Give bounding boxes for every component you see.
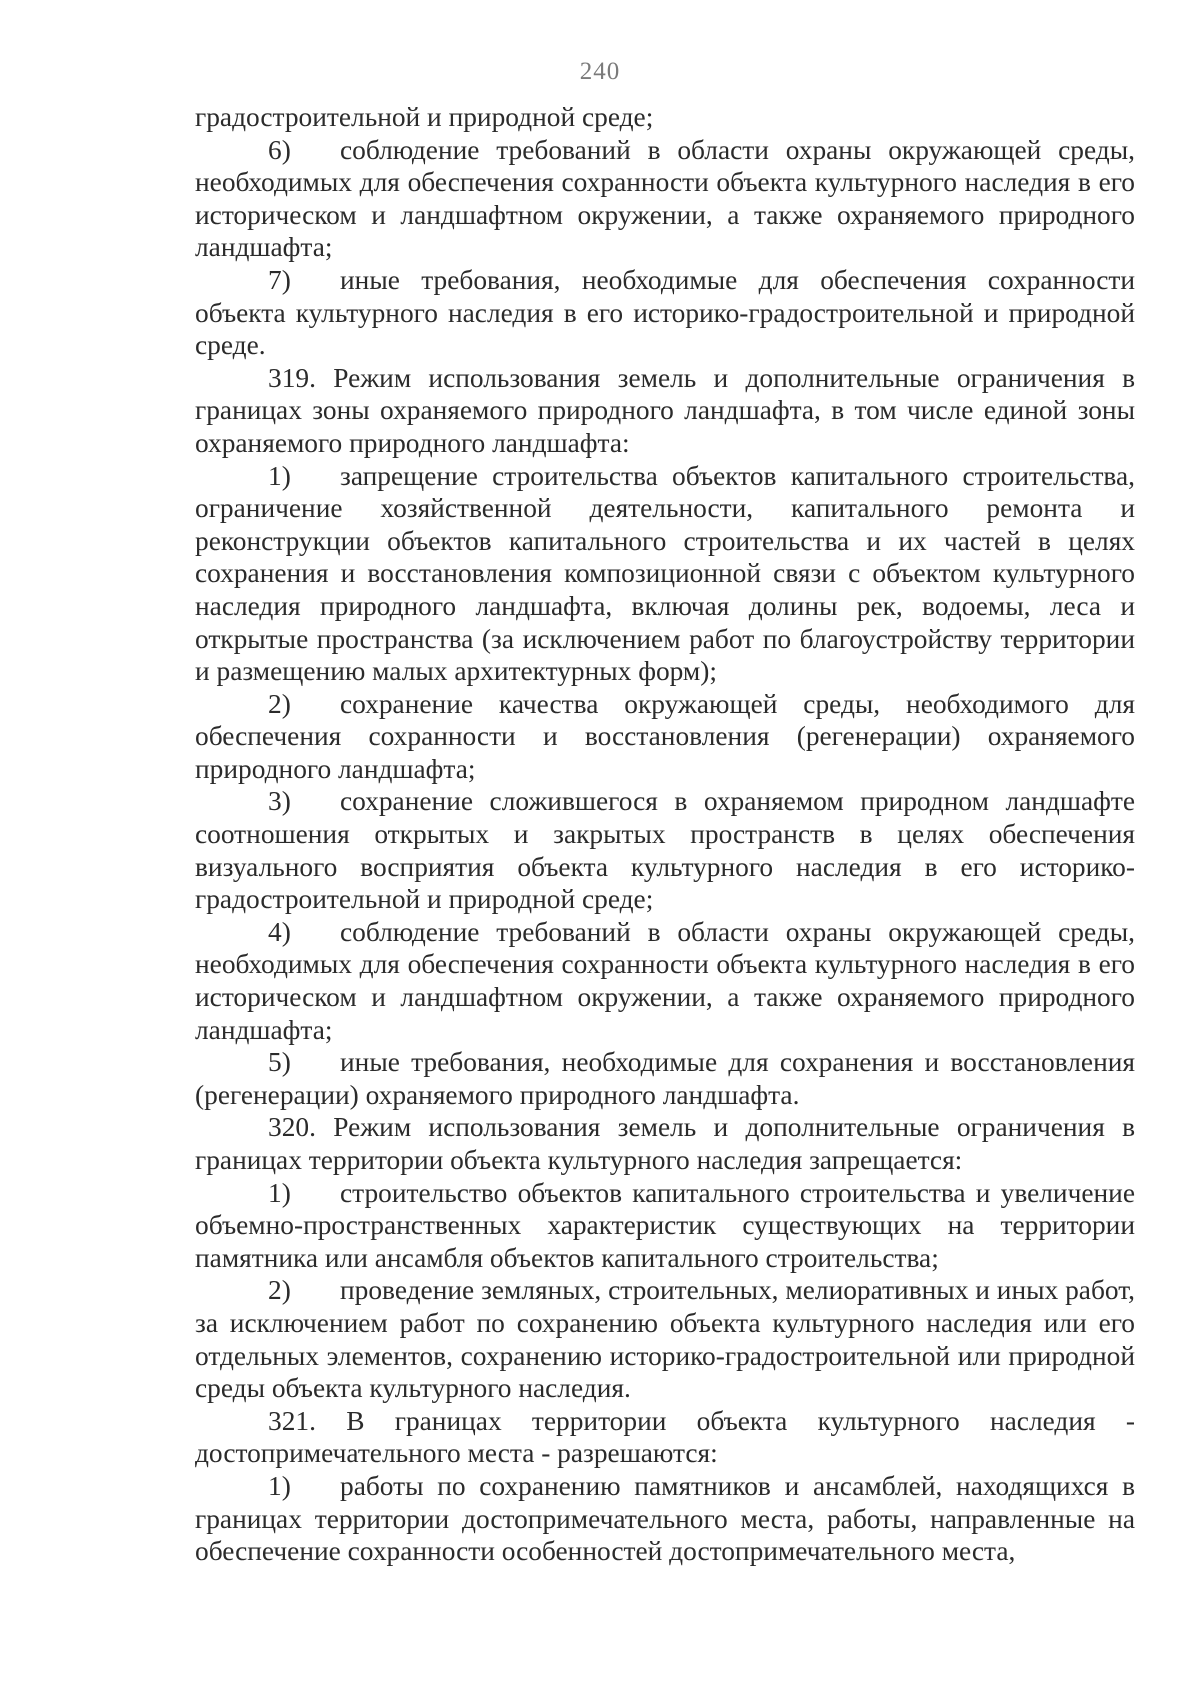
list-item-text: работы по сохранению памятников и ансамблей, находящихся в границах территории достопримечательного места, работы, направленные на обеспечение сохранности особенностей достопримечательного места,	[195, 1470, 1135, 1567]
paragraph-text: 319. Режим использования земель и дополнительные ограничения в границах зоны охраняемого природного ландшафта, в том числе единой зоны охраняемого природного ландшафта:	[195, 362, 1135, 458]
paragraph-text: градостроительной и природной среде;	[195, 102, 654, 132]
paragraph-text: 321. В границах территории объекта культурного наследия - достопримечательного места - разрешаются:	[195, 1405, 1135, 1469]
list-item	[195, 1470, 1135, 1568]
list-item	[195, 460, 1135, 688]
section-paragraph	[195, 1405, 1135, 1470]
paragraph-continuation	[195, 101, 1135, 134]
list-item-number: 2)	[268, 1275, 291, 1306]
list-item-text: сохранение качества окружающей среды, необходимого для обеспечения сохранности и восстановления (регенерации) охраняемого природного ландшафта;	[195, 688, 1135, 784]
list-item-number: 3)	[268, 786, 291, 817]
list-item-number: 7)	[268, 264, 291, 295]
list-item	[195, 1274, 1135, 1404]
paragraph-text: 320. Режим использования земель и дополнительные ограничения в границах территории объекта культурного наследия запрещается:	[195, 1112, 1135, 1175]
document-body	[195, 101, 1135, 1568]
list-item	[195, 688, 1135, 786]
list-item-text: проведение земляных, строительных, мелиоративных и иных работ, за исключением работ по сохранению объекта культурного наследия или его отдельных элементов, сохранению историко-градостроительной или природной среды объекта культурного наследия.	[195, 1275, 1135, 1404]
list-item-number: 1)	[268, 1470, 291, 1501]
section-paragraph	[195, 362, 1135, 460]
list-item-number: 5)	[268, 1047, 291, 1078]
list-item	[195, 916, 1135, 1046]
list-item	[195, 134, 1135, 264]
list-item-text: запрещение строительства объектов капитального строительства, ограничение хозяйственной деятельности, капитального ремонта и реконструкции объектов капитального строительства и их частей в целях сохранения и восстановления композиционной связи с объектом культурного наследия природного ландшафта, включая долины рек, водоемы, леса и открытые пространства (за исключением работ по благоустройству территории и размещению малых архитектурных форм);	[195, 460, 1135, 687]
list-item-number: 2)	[268, 688, 291, 719]
list-item	[195, 1046, 1135, 1111]
list-item	[195, 1177, 1135, 1275]
section-paragraph	[195, 1111, 1135, 1176]
list-item-text: иные требования, необходимые для сохранения и восстановления (регенерации) охраняемого природного ландшафта.	[195, 1047, 1135, 1110]
list-item-number: 4)	[268, 916, 291, 947]
page-number: 240	[579, 58, 621, 85]
list-item	[195, 264, 1135, 362]
list-item-number: 6)	[268, 134, 291, 165]
list-item-text: сохранение сложившегося в охраняемом природном ландшафте соотношения открытых и закрытых пространств в целях обеспечения визуального восприятия объекта культурного наследия в его историко-градостроительной и природной среде;	[195, 786, 1135, 915]
list-item-text: соблюдение требований в области охраны окружающей среды, необходимых для обеспечения сохранности объекта культурного наследия в его историческом и ландшафтном окружении, а также охраняемого природного ландшафта;	[195, 134, 1135, 263]
list-item-number: 1)	[268, 460, 291, 491]
list-item	[195, 785, 1135, 915]
list-item-text: иные требования, необходимые для обеспечения сохранности объекта культурного наследия в его историко-градостроительной и природной среде.	[195, 264, 1135, 361]
list-item-number: 1)	[268, 1177, 291, 1208]
list-item-text: соблюдение требований в области охраны окружающей среды, необходимых для обеспечения сохранности объекта культурного наследия в его историческом и ландшафтном окружении, а также охраняемого природного ландшафта;	[195, 916, 1135, 1045]
list-item-text: строительство объектов капитального строительства и увеличение объемно-пространственных характеристик существующих на территории памятника или ансамбля объектов капитального строительства;	[195, 1177, 1135, 1273]
